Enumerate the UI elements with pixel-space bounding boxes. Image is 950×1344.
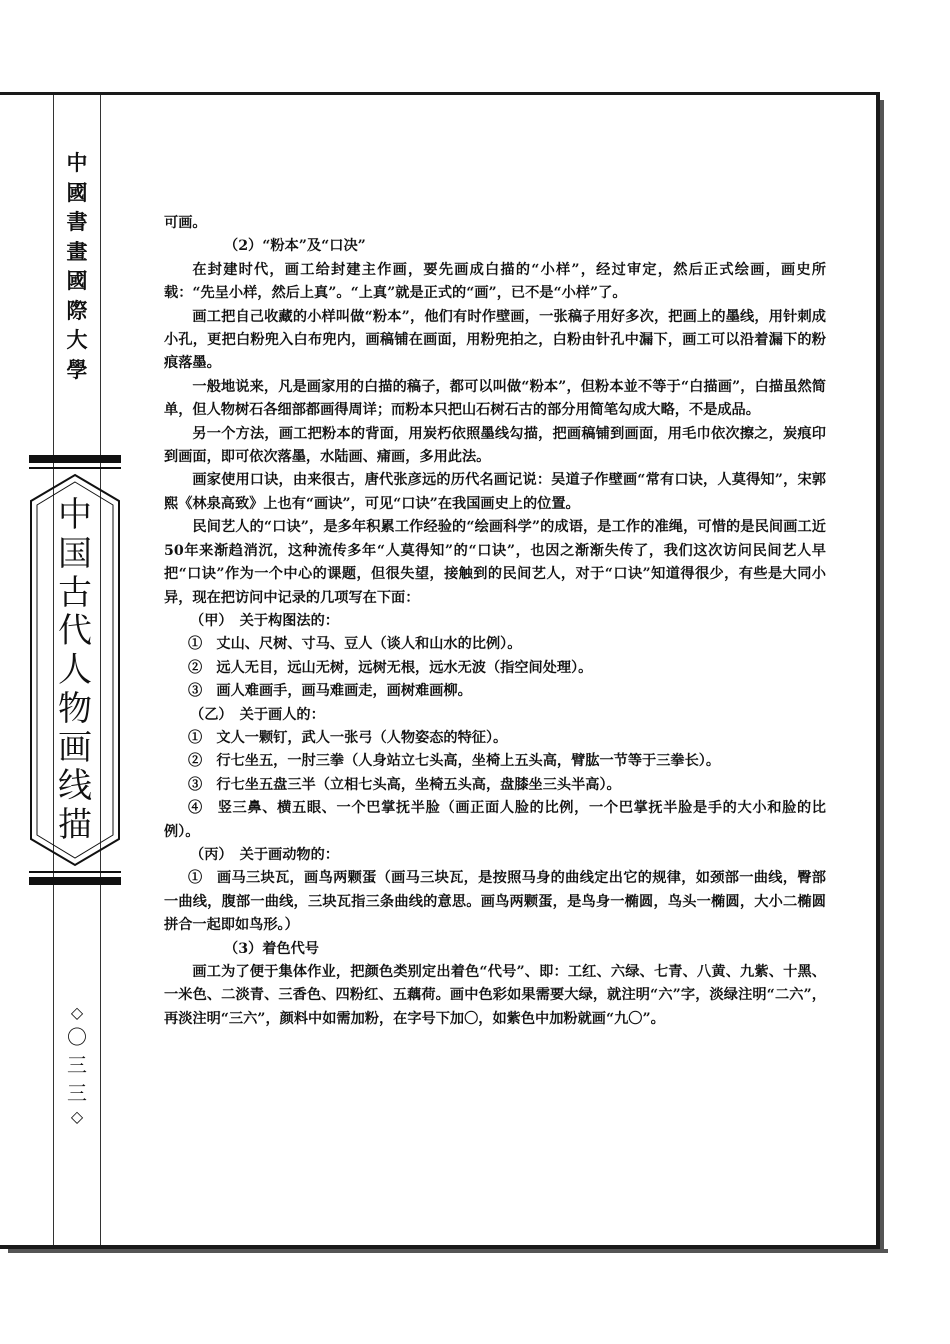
subsection-heading: （甲） 关于构图法的：: [190, 612, 339, 629]
subsection-heading: （丙） 关于画动物的：: [190, 846, 339, 863]
paragraph: 另一个方法，画工把粉本的背面，用炭朽依照墨线勾描，把画稿铺到画面，用毛巾依次擦之，炭痕印到画面，即可依次落墨，水陆画、痡画，多用此法。: [164, 425, 826, 466]
list-item: ② 远人无目，远山无树，远树无根，远水无波（指空间处理）。: [188, 659, 593, 676]
book-title-char: 国: [58, 533, 92, 574]
series-char: 中: [66, 150, 88, 175]
list-item: ③ 画人难画手，画马难画走，画树难画柳。: [188, 683, 472, 700]
list-item: ① 丈山、尺树、寸马、豆人（谈人和山水的比例）。: [188, 636, 522, 653]
diamond-icon: ◇: [70, 1003, 84, 1022]
paragraph: 民间艺人的“口诀”，是多年积累工作经验的“绘画科学”的成语，是工作的准绳，可惜的是民间画工近50年来渐趋消沉，这种流传多年“人莫得知”的“口诀”，也因之渐渐失传了，我们这次访问民间艺人早把“口诀”作为一个中心的课题，但很失望，接触到的民间艺人，对于“口诀”知道得很少，有些是大同小异，现在把访问中记录的几项写在下面：: [164, 519, 826, 606]
subsection-heading: （乙） 关于画人的：: [190, 706, 325, 723]
list-item: ① 文人一颗钉，武人一张弓（人物姿态的特征）。: [188, 729, 508, 746]
series-title: [60, 148, 94, 384]
list-item: ① 画马三块瓦，画鸟两颗蛋（画马三块瓦，是按照马身的曲线定出它的规律，如颈部一曲线，臀部一曲线，腹部一曲线，三块瓦指三条曲线的意思。画鸟两颗蛋，是鸟身一椭圆，鸟头一椭圆，大小二椭圆拼合一起即如鸟形。）: [164, 870, 826, 934]
series-char: 學: [66, 356, 88, 382]
list-item: ④ 竖三鼻、横五眼、一个巴掌抚半脸（画正面人脸的比例，一个巴掌抚半脸是手的大小和脸的比例）。: [164, 800, 826, 840]
list-item: ③ 行七坐五盘三半（立相七头高，坐椅五头高，盘膝坐三头半高）。: [188, 776, 621, 793]
diamond-icon: ◇: [70, 1107, 84, 1126]
series-char: 畫: [66, 238, 88, 264]
frame-shadow-bottom: [8, 1249, 888, 1253]
frame-shadow-right: [880, 100, 884, 1253]
paragraph: 在封建时代，画工给封建主作画，要先画成白描的“小样”，经过审定，然后正式绘画，画史所载：“先呈小样，然后上真”。“上真”就是正式的“画”，已不是“小样”了。: [164, 261, 826, 302]
book-title-char: 物: [58, 688, 92, 729]
paragraph: 画工把自己收藏的小样叫做“粉本”，他们有时作壁画，一张稿子用好多次，把画上的墨线，用针刺成小孔，更把白粉兜入白布兜内，画稿铺在画面，用粉兜拍之，白粉由针孔中漏下，画工可以沿着漏下的粉痕落墨。: [164, 308, 826, 372]
book-title-char: 古: [58, 572, 92, 613]
book-title-cartouche: [23, 455, 127, 885]
paragraph: 画家使用口诀，由来很古，唐代张彦远的历代名画记说：吴道子作壁画“常有口诀，人莫得知”，宋郭熙《林泉高致》上也有“画诀”，可见“口诀”在我国画史上的位置。: [164, 472, 826, 512]
page-number: [59, 1003, 95, 1127]
book-title-char: 线: [58, 766, 92, 807]
paragraph: 一般地说来，凡是画家用的白描的稿子，都可以叫做“粉本”，但粉本並不等于“白描画”，白描虽然简单，但人物树石各细部都画得周详；而粉本只把山石树石古的部分用简笔勾成大略，不是成品。: [164, 378, 826, 419]
book-title-char: 画: [58, 727, 92, 768]
book-title-char: 描: [58, 805, 92, 845]
series-char: 際: [66, 297, 88, 323]
paragraph: 画工为了便于集体作业，把颜色类别定出着色“代号”、即：工红、六绿、七青、八黄、九紫、十黑、一米色、二淡青、三香色、四粉红、五藕荷。画中色彩如果需要大绿，就注明“六”字，淡绿注明“二六”，再淡注明“三六”，颜料中如需加粉，在字号下加〇，如紫色中加粉就画“九〇”。: [164, 964, 826, 1027]
book-title: [45, 497, 105, 843]
page-number-char: 〇: [67, 1025, 87, 1049]
paragraph: 可画。: [164, 215, 207, 231]
book-title-char: 人: [58, 650, 92, 690]
page-number-char: 三: [67, 1081, 87, 1105]
book-title-char: 代: [58, 611, 92, 652]
series-char: 國: [66, 179, 88, 205]
series-char: 書: [66, 209, 88, 234]
series-char: 大: [66, 327, 88, 352]
book-title-char: 中: [58, 495, 92, 535]
page-number-char: 三: [67, 1053, 87, 1077]
body-text: [164, 212, 826, 1031]
section-heading: （3）着色代号: [224, 940, 319, 957]
section-heading: （2）“粉本”及“口决”: [224, 238, 366, 255]
list-item: ② 行七坐五，一肘三拳（人身站立七头高，坐椅上五头高，臂肱一节等于三拳长）。: [188, 753, 721, 770]
series-char: 國: [66, 268, 88, 293]
